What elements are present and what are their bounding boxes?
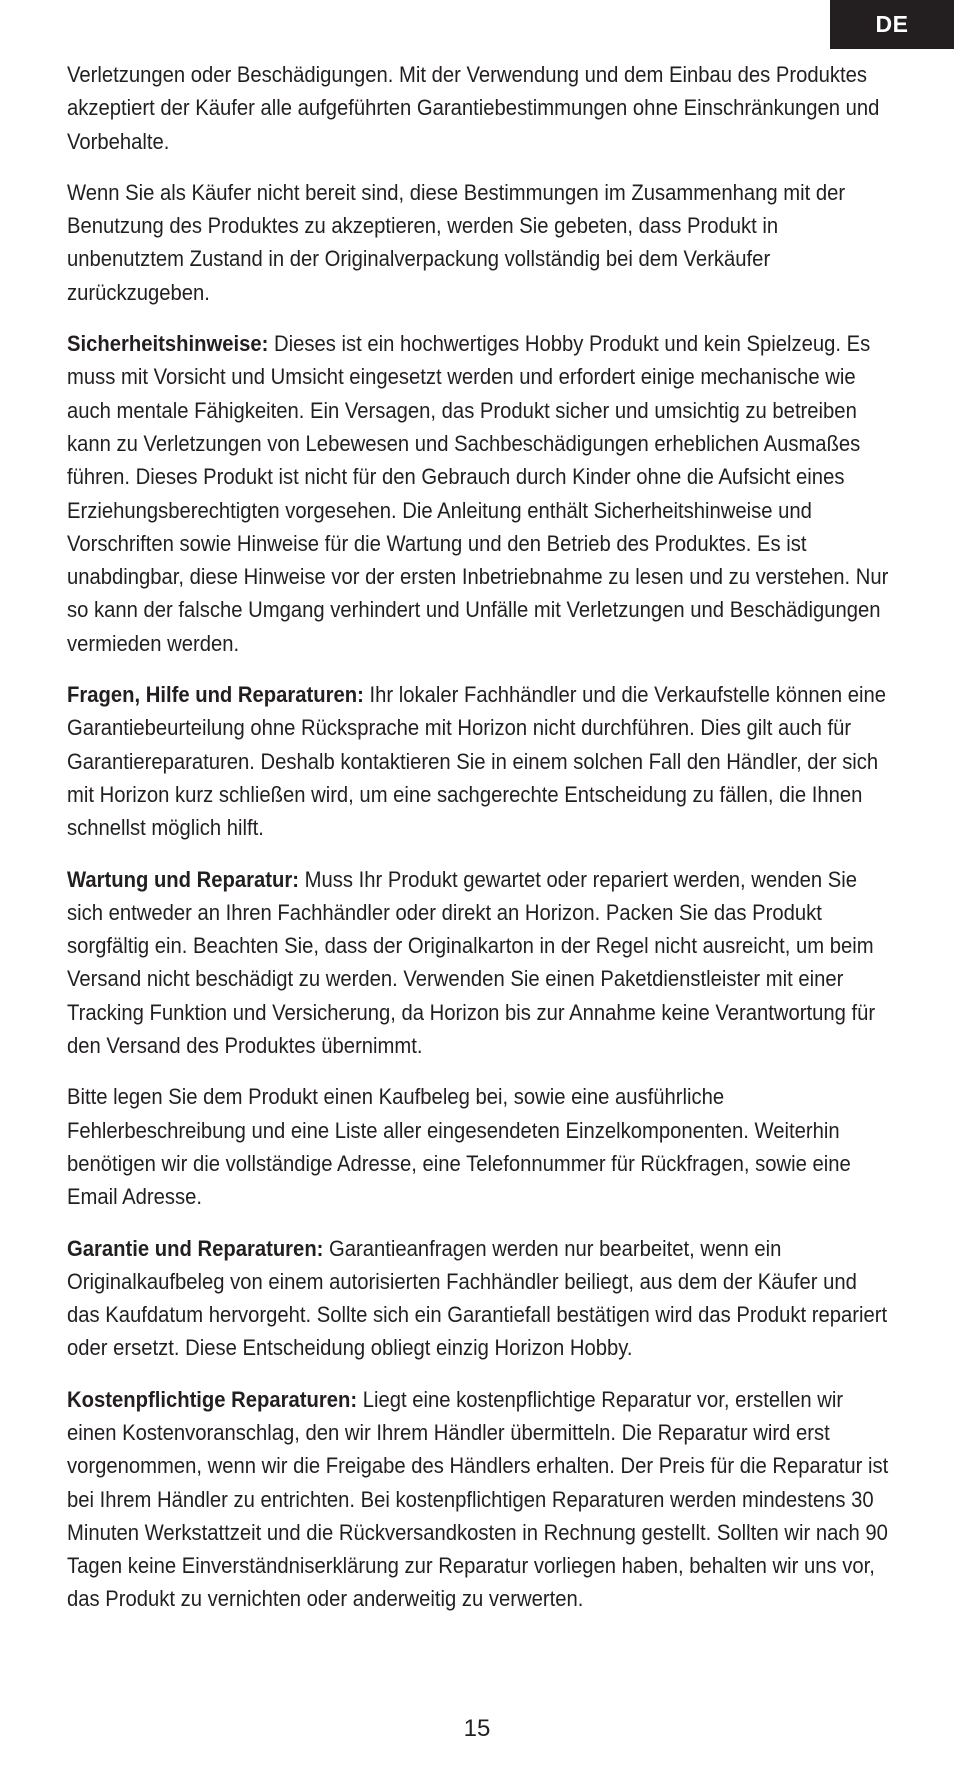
paragraph-text: Dieses ist ein hochwertiges Hobby Produkt und kein Spielzeug. Es muss mit Vorsicht und Umsicht eingesetzt werden und erfordert einige mechanische wie auch mentale Fähigkeiten. Ein Versagen, das Produkt sicher und umsichtig zu betreiben kann zu Verletzungen von Lebewesen und Sachbeschädigungen erheblichen Ausmaßes führen. Dieses Produkt ist nicht für den Gebrauch durch Kinder ohne die Aufsicht eines Erziehungsberechtigten vorgesehen. Die Anleitung enthält Sicherheitshinweise und Vorschriften sowie Hinweise für die Wartung und den Betrieb des Produktes. Es ist unabdingbar, diese Hinweise vor der ersten Inbetriebnahme zu lesen und zu verstehen. Nur so kann der falsche Umgang verhindert und Unfälle mit Verletzungen und Beschädigungen vermieden werden.: [67, 331, 889, 656]
paragraph-return-terms: [67, 176, 893, 309]
paragraph-heading: Wartung und Reparatur:: [67, 866, 300, 892]
paragraph-text: Bitte legen Sie dem Produkt einen Kaufbeleg bei, sowie eine ausführliche Fehlerbeschreibung und eine Liste aller eingesendeten Einzelkomponenten. Weiterhin benötigen wir die vollständige Adresse, eine Telefonnummer für Rückfragen, sowie eine Email Adresse.: [67, 1084, 851, 1210]
paragraph-text: Muss Ihr Produkt gewartet oder repariert werden, wenden Sie sich entweder an Ihren Fachhändler oder direkt an Horizon. Packen Sie das Produkt sorgfältig ein. Beachten Sie, dass der Originalkarton in der Regel nicht ausreicht, um beim Versand nicht beschädigt zu werden. Verwenden Sie einen Paketdienstleister mit einer Tracking Funktion und Versicherung, da Horizon bis zur Annahme keine Verantwortung für den Versand des Produktes übernimmt.: [67, 866, 876, 1059]
paragraph-text: Garantieanfragen werden nur bearbeitet, wenn ein Originalkaufbeleg von einem autorisierten Fachhändler beiliegt, aus dem der Käufer und das Kaufdatum hervorgeht. Sollte sich ein Garantiefall bestätigen wird das Produkt repariert oder ersetzt. Diese Entscheidung obliegt einzig Horizon Hobby.: [67, 1235, 888, 1361]
paragraph-text: Ihr lokaler Fachhändler und die Verkaufstelle können eine Garantiebeurteilung ohne Rücksprache mit Horizon nicht durchführen. Dies gilt auch für Garantiereparaturen. Deshalb kontaktieren Sie in einem solchen Fall den Händler, der sich mit Horizon kurz schließen wird, um eine sachgerechte Entscheidung zu fällen, die Ihnen schnellst möglich hilft.: [67, 682, 886, 841]
document-body: [67, 58, 893, 1634]
paragraph-paid-repairs: [67, 1383, 893, 1616]
page-number: 15: [463, 1715, 491, 1742]
paragraph-maintenance-repair: [67, 863, 893, 1063]
paragraph-receipt-info: [67, 1080, 893, 1213]
paragraph-safety-notes: [67, 327, 893, 660]
paragraph-injury-acceptance: [67, 58, 893, 158]
paragraph-warranty-repairs: [67, 1232, 893, 1365]
paragraph-text: Wenn Sie als Käufer nicht bereit sind, diese Bestimmungen im Zusammenhang mit der Benutzung des Produktes zu akzeptieren, werden Sie gebeten, dass Produkt in unbenutztem Zustand in der Originalverpackung vollständig bei dem Verkäufer zurückzugeben.: [67, 179, 846, 305]
paragraph-heading: Sicherheitshinweise:: [67, 331, 269, 357]
paragraph-heading: Garantie und Reparaturen:: [67, 1235, 324, 1261]
paragraph-questions-help: [67, 678, 893, 844]
paragraph-heading: Fragen, Hilfe und Reparaturen:: [67, 682, 364, 708]
paragraph-text: Liegt eine kostenpflichtige Reparatur vor, erstellen wir einen Kostenvoranschlag, den wir Ihrem Händler übermitteln. Die Reparatur wird erst vorgenommen, wenn wir die Freigabe des Händlers erhalten. Der Preis für die Reparatur ist bei Ihrem Händler zu entrichten. Bei kostenpflichtigen Reparaturen werden mindestens 30 Minuten Werkstattzeit und die Rückversandkosten in Rechnung gestellt. Sollten wir nach 90 Tagen keine Einverständniserklärung zur Reparatur vorliegen haben, behalten wir uns vor, das Produkt zu vernichten oder anderweitig zu verwerten.: [67, 1386, 889, 1612]
paragraph-heading: Kostenpflichtige Reparaturen:: [67, 1386, 358, 1412]
language-tab: DE: [830, 0, 954, 49]
paragraph-text: Verletzungen oder Beschädigungen. Mit der Verwendung und dem Einbau des Produktes akzeptiert der Käufer alle aufgeführten Garantiebestimmungen ohne Einschränkungen und Vorbehalte.: [67, 62, 880, 154]
